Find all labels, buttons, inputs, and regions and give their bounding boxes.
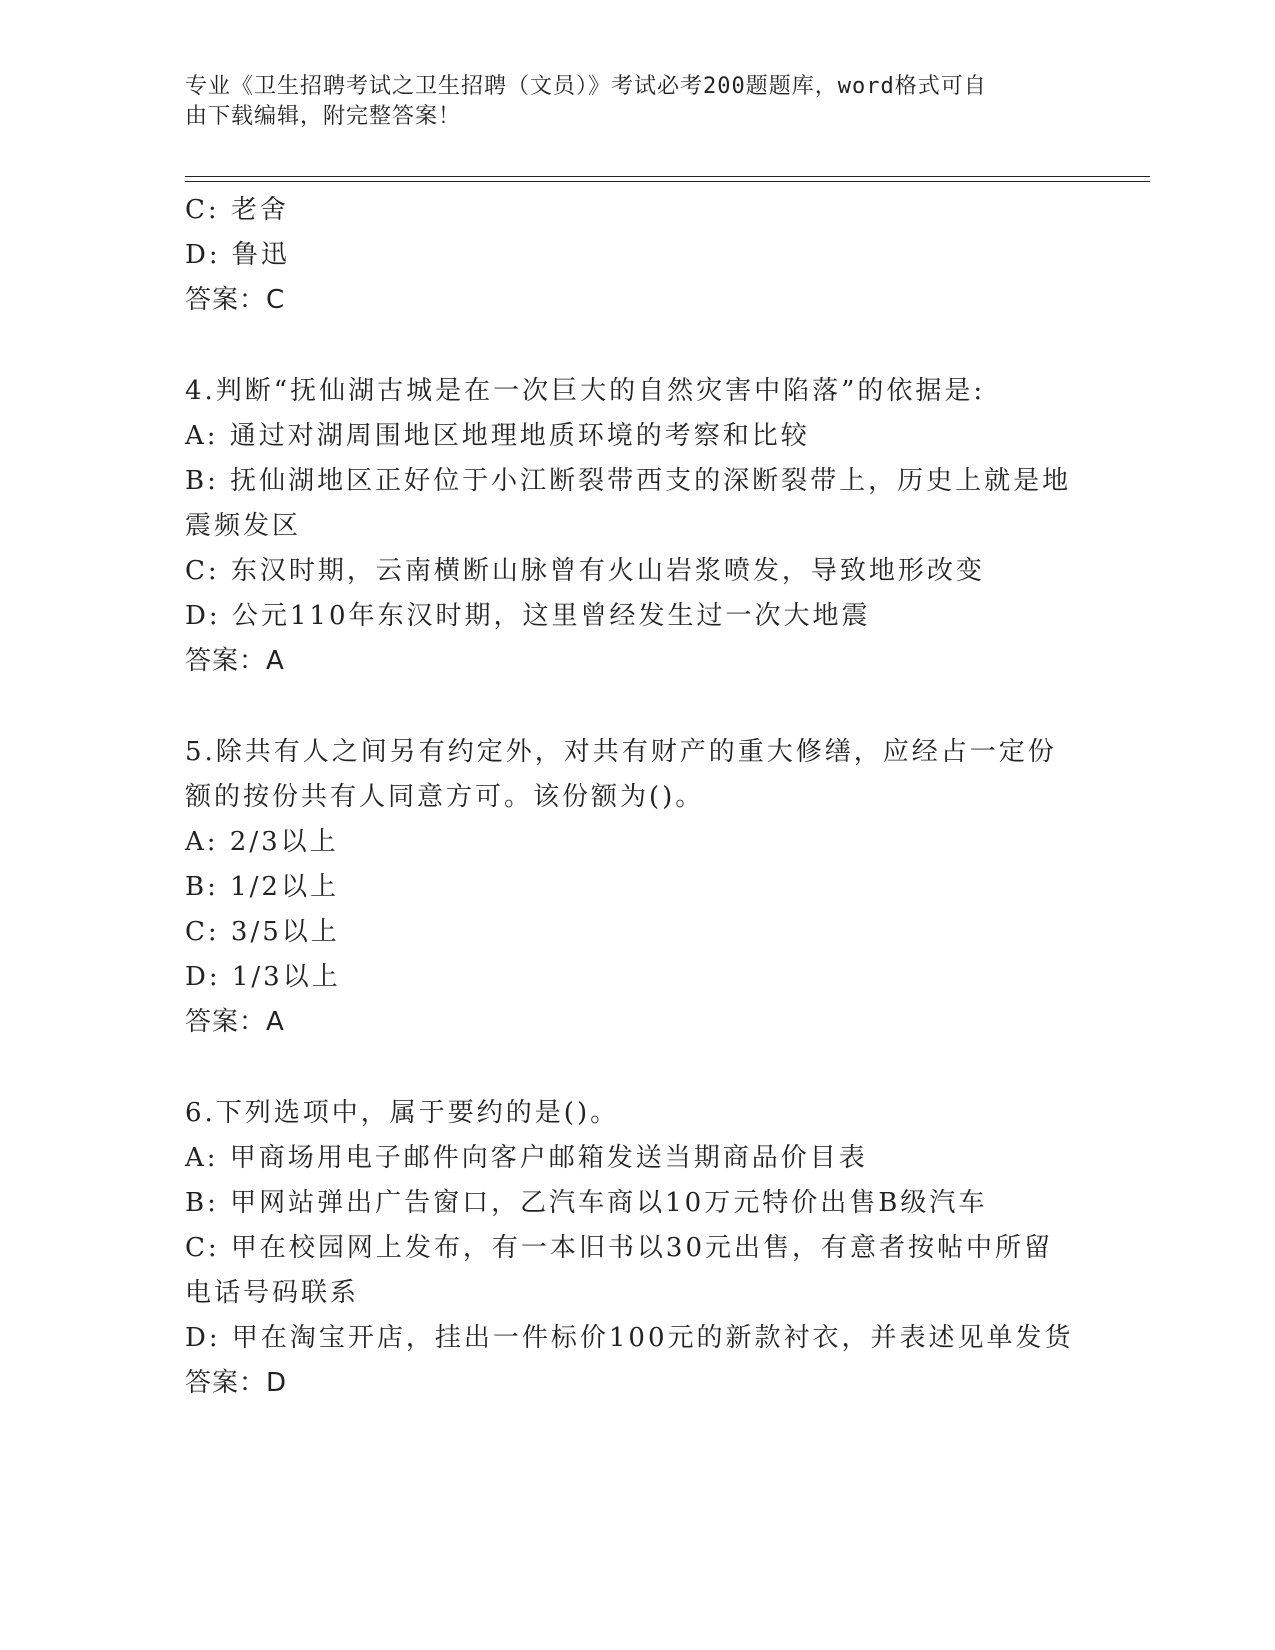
question-4 bbox=[185, 369, 1085, 684]
q5-option-a: A: 2/3以上 bbox=[185, 827, 339, 857]
q6-option-a: A: 甲商场用电子邮件向客户邮箱发送当期商品价目表 bbox=[185, 1143, 868, 1173]
q6-option-c-line-1: C: 甲在校园网上发布，有一本旧书以30元出售，有意者按帖中所留 bbox=[185, 1233, 1054, 1263]
q3-option-d: D: 鲁迅 bbox=[185, 240, 290, 270]
q5-stem-line-2: 额的按份共有人同意方可。该份额为()。 bbox=[185, 782, 705, 812]
q3-option-c: C: 老舍 bbox=[185, 195, 289, 225]
document-header bbox=[185, 72, 1065, 132]
q3-answer: 答案：C bbox=[185, 285, 286, 315]
q4-option-c: C: 东汉时期，云南横断山脉曾有火山岩浆喷发，导致地形改变 bbox=[185, 556, 985, 586]
spacer bbox=[185, 684, 1085, 730]
q4-option-a: A: 通过对湖周围地区地理地质环境的考察和比较 bbox=[185, 421, 810, 451]
q6-stem: 6.下列选项中，属于要约的是()。 bbox=[185, 1098, 620, 1128]
q4-stem: 4.判断“抚仙湖古城是在一次巨大的自然灾害中陷落”的依据是: bbox=[185, 376, 986, 406]
q5-answer: 答案：A bbox=[185, 1007, 285, 1037]
q4-option-d: D: 公元110年东汉时期，这里曾经发生过一次大地震 bbox=[185, 601, 871, 631]
q4-option-b-line-2: 震频发区 bbox=[185, 511, 302, 541]
q5-option-b: B: 1/2以上 bbox=[185, 872, 339, 902]
header-title-line-2: 由下载编辑，附完整答案！ bbox=[185, 104, 462, 129]
header-title-line-1: 专业《卫生招聘考试之卫生招聘（文员）》考试必考200题题库，word格式可自 bbox=[185, 74, 987, 99]
spacer bbox=[185, 323, 1085, 369]
spacer bbox=[185, 1045, 1085, 1091]
question-5 bbox=[185, 730, 1085, 1045]
q4-option-b-line-1: B: 抚仙湖地区正好位于小江断裂带西支的深断裂带上，历史上就是地 bbox=[185, 466, 1072, 496]
q6-answer: 答案：D bbox=[185, 1368, 288, 1398]
q6-option-d: D: 甲在淘宝开店，挂出一件标价100元的新款衬衣，并表述见单发货 bbox=[185, 1323, 1074, 1353]
header-divider-top bbox=[185, 176, 1150, 177]
q6-option-b: B: 甲网站弹出广告窗口，乙汽车商以10万元特价出售B级汽车 bbox=[185, 1188, 988, 1218]
q4-answer: 答案：A bbox=[185, 646, 285, 676]
q5-option-c: C: 3/5以上 bbox=[185, 917, 340, 947]
header-divider-bottom bbox=[185, 181, 1150, 182]
q5-stem-line-1: 5.除共有人之间另有约定外，对共有财产的重大修缮，应经占一定份 bbox=[185, 737, 1057, 767]
question-6 bbox=[185, 1091, 1085, 1406]
question-3-tail bbox=[185, 188, 1085, 323]
q6-option-c-line-2: 电话号码联系 bbox=[185, 1278, 360, 1308]
q5-option-d: D: 1/3以上 bbox=[185, 962, 341, 992]
document-body bbox=[185, 188, 1085, 1406]
